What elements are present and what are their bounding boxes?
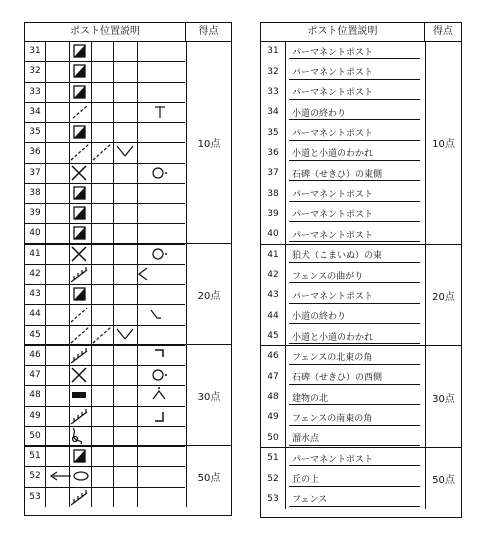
control-symbol-fence-corner (45, 345, 185, 365)
control-symbol-box-diag (45, 82, 185, 102)
right-header-score: 得点 (424, 23, 461, 41)
post-number: 42 (25, 264, 46, 284)
permanent-post-icon (74, 126, 85, 138)
description-underline (289, 160, 420, 161)
post-description: フェンスの曲がり (292, 271, 364, 282)
control-symbol-fence-corner (45, 406, 185, 426)
table-row (25, 365, 185, 385)
description-underline (289, 221, 420, 222)
table-row (261, 306, 424, 326)
post-description: 小道の終わり (292, 108, 347, 119)
monument-icon (72, 166, 167, 180)
post-description: パーマネントポスト (292, 230, 374, 241)
control-symbol-box-diag (45, 284, 185, 304)
post-number: 33 (261, 82, 286, 102)
post-description: 建物の北 (292, 393, 329, 404)
group-score: 20点 (186, 244, 231, 345)
group-score: 30点 (425, 346, 461, 448)
table-row (25, 82, 185, 102)
control-symbol-cross-circle (45, 163, 185, 183)
post-number: 44 (261, 306, 286, 326)
table-row (261, 346, 424, 366)
description-underline (289, 140, 420, 141)
post-number: 46 (261, 346, 286, 366)
fence-corner-icon (71, 409, 163, 424)
control-symbol-box-diag (45, 183, 185, 203)
post-number: 33 (25, 82, 46, 102)
table-row (25, 406, 185, 426)
post-number: 36 (25, 142, 46, 162)
group-score: 10点 (425, 41, 461, 245)
control-symbol-dash-end (45, 304, 185, 324)
control-symbol-fence (45, 487, 185, 507)
post-number: 47 (25, 365, 46, 385)
post-number: 32 (261, 61, 286, 81)
table-row (25, 304, 185, 324)
table-row (25, 203, 185, 223)
table-row (261, 245, 424, 265)
description-underline (289, 445, 420, 446)
post-number: 40 (261, 224, 286, 244)
table-row (25, 325, 185, 345)
post-description: パーマネントポスト (292, 291, 374, 302)
fence-icon (71, 490, 87, 505)
monument-icon (72, 247, 167, 261)
permanent-post-icon (74, 45, 85, 57)
post-number: 42 (261, 265, 286, 285)
left-header-score: 得点 (185, 23, 231, 41)
description-underline (289, 404, 420, 405)
description-underline (289, 99, 420, 100)
right-description-table (260, 22, 462, 518)
post-description: パーマネントポスト (292, 88, 374, 99)
description-underline (289, 201, 420, 202)
right-header-title: ポスト位置説明 (307, 26, 378, 37)
control-symbol-cross-circle (45, 244, 185, 264)
post-description: パーマネントポスト (292, 68, 374, 79)
table-row (25, 183, 185, 203)
post-number: 39 (261, 204, 286, 224)
table-row (25, 345, 185, 365)
permanent-post-icon (74, 65, 85, 77)
table-row (261, 41, 424, 61)
control-symbol-fence-bend (45, 264, 185, 284)
control-symbol-box-diag (45, 223, 185, 243)
table-row (261, 387, 424, 407)
table-row (261, 265, 424, 285)
control-symbol-dash-slash-t (45, 102, 185, 122)
permanent-post-icon (74, 227, 85, 239)
left-table-header (25, 23, 231, 42)
control-symbol-paths-fork (45, 142, 185, 162)
description-underline (289, 303, 420, 304)
post-number: 37 (25, 163, 46, 183)
post-number: 38 (25, 183, 46, 203)
table-row (261, 285, 424, 305)
control-symbol-box-diag (45, 122, 185, 142)
post-number: 43 (25, 284, 46, 304)
control-symbol-paths-fork (45, 325, 185, 345)
post-number: 52 (25, 466, 46, 486)
control-symbol-box-diag (45, 446, 185, 466)
building-icon (72, 387, 165, 399)
table-row (25, 426, 185, 446)
path-end-icon (73, 106, 87, 118)
post-number: 53 (261, 489, 286, 509)
post-number: 41 (261, 245, 286, 265)
group-score: 30点 (186, 345, 231, 446)
table-row (25, 122, 185, 142)
post-number: 39 (25, 203, 46, 223)
table-row (25, 223, 185, 243)
fence-corner-icon (71, 348, 163, 363)
group-score: 50点 (186, 446, 231, 507)
post-number: 48 (25, 385, 46, 405)
table-row (25, 284, 185, 304)
table-row (261, 183, 424, 203)
water-point-icon (73, 428, 82, 444)
post-number: 49 (25, 406, 46, 426)
table-row (25, 264, 185, 284)
group-score: 50点 (425, 448, 461, 509)
post-number: 38 (261, 183, 286, 203)
control-symbol-box-diag (45, 203, 185, 223)
table-row (261, 407, 424, 427)
post-number: 46 (25, 345, 46, 365)
control-symbol-building-north (45, 385, 185, 405)
control-symbol-water (45, 426, 185, 446)
description-underline (289, 343, 420, 344)
description-underline (289, 180, 420, 181)
right-table-header (261, 23, 461, 42)
post-description: 小道と小道のわかれ (292, 332, 374, 343)
post-number: 37 (261, 163, 286, 183)
t-mark-icon (155, 107, 165, 118)
post-number: 32 (25, 61, 46, 81)
table-row (261, 102, 424, 122)
post-number: 40 (25, 223, 46, 243)
table-row (25, 61, 185, 81)
table-row (261, 224, 424, 244)
post-number: 34 (25, 102, 46, 122)
table-row (261, 468, 424, 488)
table-row (25, 446, 185, 466)
path-junction-icon (71, 327, 133, 343)
post-description: パーマネントポスト (292, 129, 374, 140)
post-description: 丘の上 (292, 475, 320, 486)
description-underline (289, 282, 420, 283)
post-description: 石碑（せきひ）の東側 (292, 169, 383, 180)
table-row (25, 385, 185, 405)
description-underline (289, 384, 420, 385)
table-row (25, 244, 185, 264)
post-description: 小道の終わり (292, 312, 347, 323)
table-row (261, 163, 424, 183)
post-number: 44 (25, 304, 46, 324)
fence-bend-icon (71, 267, 147, 282)
post-number: 51 (25, 446, 46, 466)
post-description: パーマネントポスト (292, 454, 374, 465)
table-row (261, 143, 424, 163)
post-description: フェンス (292, 495, 328, 506)
post-number: 53 (25, 487, 46, 507)
post-number: 41 (25, 244, 46, 264)
permanent-post-icon (74, 86, 85, 98)
description-underline (289, 323, 420, 324)
control-symbol-box-diag (45, 61, 185, 81)
post-number: 48 (261, 387, 286, 407)
post-number: 36 (261, 143, 286, 163)
post-description: パーマネントポスト (292, 47, 374, 58)
post-description: 小道と小道のわかれ (292, 149, 374, 160)
post-number: 31 (25, 41, 46, 61)
post-number: 35 (25, 122, 46, 142)
description-underline (289, 241, 420, 242)
table-row (25, 41, 185, 61)
table-row (261, 489, 424, 509)
table-row (261, 326, 424, 346)
post-description: 狛犬（こまいぬ）の東 (292, 251, 383, 262)
post-number: 45 (261, 326, 286, 346)
hill-arrow-icon (51, 472, 88, 480)
table-row (25, 142, 185, 162)
table-row (261, 428, 424, 448)
group-score: 10点 (186, 41, 231, 244)
control-symbol-arrow-oval (45, 466, 185, 486)
permanent-post-icon (74, 187, 85, 199)
left-header-title: ポスト位置説明 (70, 26, 140, 37)
description-underline (289, 262, 420, 263)
post-number: 31 (261, 41, 286, 61)
post-description: フェンスの南東の角 (292, 413, 373, 424)
description-underline (289, 58, 420, 59)
table-row (261, 61, 424, 81)
description-underline (289, 465, 420, 466)
table-row (261, 204, 424, 224)
post-description: パーマネントポスト (292, 210, 374, 221)
permanent-post-icon (74, 207, 85, 219)
description-underline (289, 364, 420, 365)
post-number: 35 (261, 122, 286, 142)
control-symbol-box-diag (45, 41, 185, 61)
left-symbol-table (24, 22, 232, 516)
post-description: 石碑（せきひ）の西側 (292, 373, 383, 384)
post-number: 51 (261, 448, 286, 468)
post-description: 溜水点 (292, 434, 320, 445)
description-underline (289, 425, 420, 426)
monument-icon (72, 368, 167, 382)
post-number: 49 (261, 407, 286, 427)
post-description: フェンスの北東の角 (292, 352, 373, 363)
path-end-icon (71, 308, 161, 322)
description-underline (289, 506, 420, 507)
table-row (25, 102, 185, 122)
table-row (25, 163, 185, 183)
table-row (25, 466, 185, 486)
post-number: 50 (261, 428, 286, 448)
permanent-post-icon (74, 450, 85, 462)
control-symbol-cross-circle (45, 365, 185, 385)
post-number: 43 (261, 285, 286, 305)
group-score: 20点 (425, 245, 461, 347)
table-row (261, 367, 424, 387)
post-number: 52 (261, 468, 286, 488)
permanent-post-icon (74, 288, 85, 300)
description-underline (289, 79, 420, 80)
table-row (261, 448, 424, 468)
table-row (25, 487, 185, 507)
post-number: 45 (25, 325, 46, 345)
table-row (261, 82, 424, 102)
table-row (261, 122, 424, 142)
post-description: パーマネントポスト (292, 190, 374, 201)
post-number: 50 (25, 426, 46, 446)
path-junction-icon (71, 144, 133, 160)
description-underline (289, 119, 420, 120)
description-underline (289, 486, 420, 487)
post-number: 34 (261, 102, 286, 122)
post-number: 47 (261, 367, 286, 387)
